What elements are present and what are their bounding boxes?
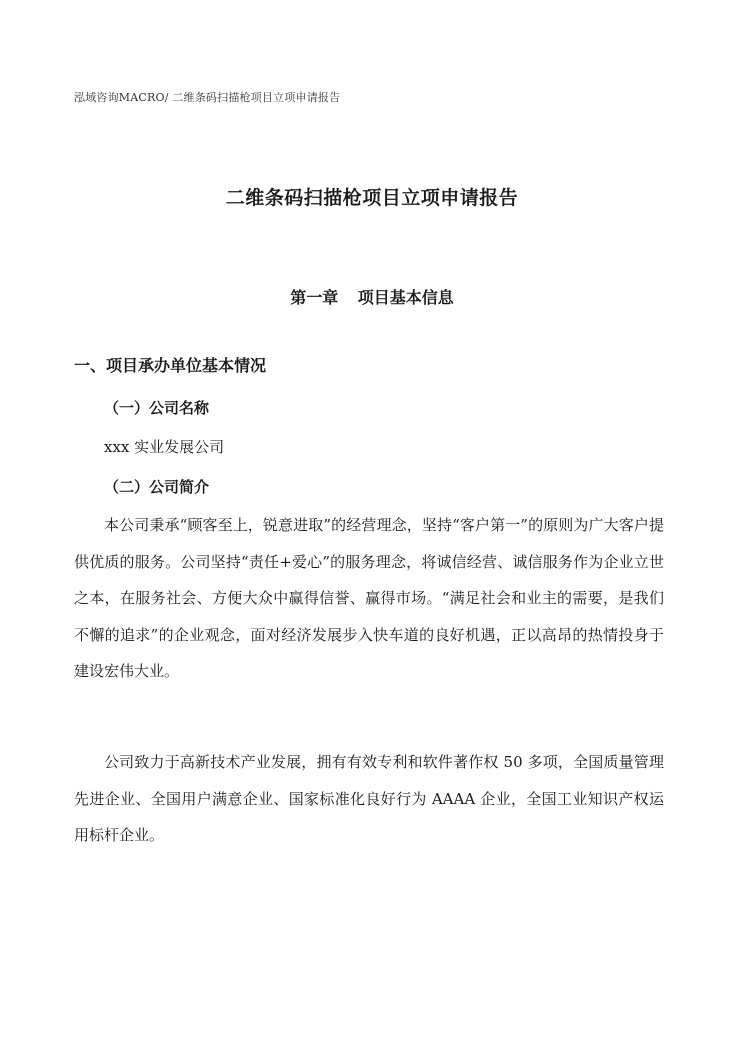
- section-heading: 一、项目承办单位基本情况: [74, 356, 267, 375]
- document-title: 二维条码扫描枪项目立项申请报告: [225, 187, 519, 209]
- company-profile-paragraph-2: 公司致力于高新技术产业发展，拥有有效专利和软件著作权 50 多项，全国质量管理先进企业、全国用户满意企业、国家标准化良好行为 AAAA 企业，全国工业知识产权运用标杆企业。: [74, 753, 664, 845]
- chapter-title: 第一章 项目基本信息: [290, 288, 454, 307]
- subsection-heading-company-profile: （二）公司简介: [104, 478, 210, 496]
- running-header: 泓域咨询MACRO/ 二维条码扫描枪项目立项申请报告: [74, 91, 341, 104]
- company-profile-paragraph-1: 本公司秉承“顾客至上，锐意进取”的经营理念，坚持“客户第一”的原则为广大客户提供优质的服务。公司坚持“责任+爱心”的服务理念，将诚信经营、诚信服务作为企业立世之本，在服务社会、方便大众中赢得信誉、赢得市场。“满足社会和业主的需要，是我们不懈的追求”的企业观念，面对经济发展步入快车道的良好机遇，正以高昂的热情投身于建设宏伟大业。: [74, 516, 664, 681]
- company-name-text: xxx 实业发展公司: [104, 438, 225, 456]
- subsection-heading-company-name: （一）公司名称: [104, 399, 210, 417]
